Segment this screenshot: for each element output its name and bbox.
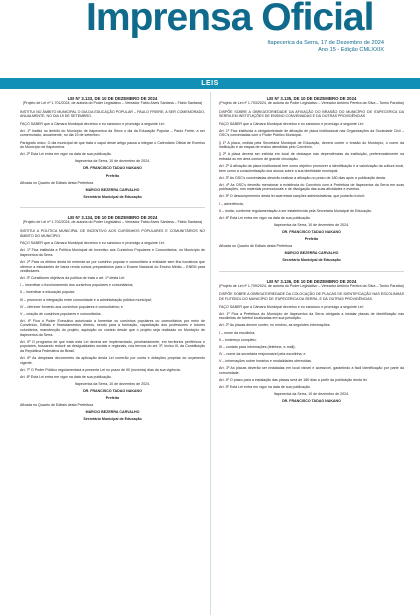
law-title: LEI Nº 3.133, DE 10 DE DEZEMBRO DE 2024 — [67, 96, 158, 101]
law-paragraph: Art. 4º As OSC's deverão mencionar a existência do Convênio com a Prefeitura de Itapecerica da Serra em suas publicações, nos materiais promocionais e de divulgação das suas atividades e eventos. — [219, 182, 404, 192]
law-summary: DISPÕE SOBRE A OBRIGATORIEDADE DA AFIXAÇÃO DO BRASÃO DO MUNICÍPIO DE ITAPECERICA DA SERRA EM INSTITUIÇÕES DE ENSINO CONVENIADAS E DÁ OUTRAS PROVIDÊNCIAS — [219, 109, 404, 119]
law-paragraph: V – criação de cursinhos populares e comunitários. — [20, 311, 102, 316]
secretary-role: Secretário Municipal de Educação — [83, 194, 142, 199]
law-paragraph: FAÇO SABER que a Câmara Municipal decretou e eu sanciono e promulgo a seguinte Lei: — [20, 121, 165, 126]
mayor-name: DR. FRANCISCO TADAO NAKANO — [282, 398, 341, 403]
publication-info — [267, 40, 384, 54]
publication-title: Imprensa Oficial — [86, 0, 374, 39]
law-act — [20, 96, 205, 199]
secretary-role: Secretário Municipal de Educação — [83, 417, 142, 422]
affixed-note: Afixada no Quadro de Editais desta Prefeitura — [20, 403, 94, 408]
law-summary: INSTITUI A POLÍTICA MUNICIPAL DE INCENTIVO AOS CURSINHOS POPULARES E COMUNITÁRIOS NO ÂMBITO DO MUNICÍPIO. — [20, 229, 205, 238]
law-paragraph: Art. 1º Fica instituída a Política Municipal de Incentivo aos Cursinhos Populares e Comunitários, no Município de Itapecerica da Serra. — [20, 248, 205, 257]
law-paragraph: IV – nome da secretaria responsável pela escolinha; e — [219, 351, 306, 356]
law-paragraph: II – multa, conforme regulamentação a ser estabelecida pela Secretaria Municipal de Educação. — [219, 208, 373, 213]
signing-date: Itapecerica da Serra, 10 de dezembro de 2024. — [74, 381, 151, 386]
edition-number: Ano 15 - Edição CMLXXIX — [318, 46, 384, 53]
mayor-name: DR. FRANCISCO TADAO NAKANO — [83, 166, 142, 171]
law-paragraph: Art. 3º As placas deverão ser instaladas em local visível e acessível, garantindo a fácil identificação por parte da comunidade. — [219, 365, 404, 375]
law-paragraph: FAÇO SABER que a Câmara Municipal decretou e eu sanciono e promulgo a seguinte Lei: — [219, 304, 364, 309]
mayor-role: Prefeito — [105, 173, 120, 178]
act-separator — [219, 271, 404, 272]
law-paragraph: V – informações sobre horários e modalidades oferecidas. — [219, 358, 312, 363]
law-paragraph: FAÇO SABER que a Câmara Municipal decretou e eu sanciono e promulgo a seguinte Lei: — [20, 241, 165, 246]
law-paragraph: II – incentivar a educação popular; — [20, 290, 75, 295]
law-paragraph: III – contato para informações (telefone, e-mail); — [219, 344, 296, 349]
law-paragraph: Art. 4º O prazo para a instalação das placas será de 180 dias a partir da publicação desta lei. — [219, 377, 368, 382]
law-paragraph: § 2º A placa deverá ser exibida em local de destaque nas dependências da instituição, preferencialmente na entrada ou em área comum de grande circulação. — [219, 152, 404, 161]
secretary-name: MÁRCIO BEZERRA CARVALHO — [284, 251, 339, 256]
law-paragraph: FAÇO SABER que a Câmara Municipal decretou e eu sanciono e promulgo a seguinte Lei: — [219, 121, 364, 126]
law-paragraph: IV – oferecer fomento aos cursinhos populares e comunitários; e — [20, 304, 123, 309]
law-paragraph: Art. 8º Esta Lei entra em vigor na data de sua publicação. — [20, 374, 112, 379]
mayor-name: DR. FRANCISCO TADAO NAKANO — [282, 229, 341, 234]
law-paragraph: III – promover a integração entre comunidade e a administração pública municipal; — [20, 297, 152, 302]
act-separator — [20, 207, 205, 208]
bill-reference: (Projeto de Lei nº 1.703/2024, de autoria do Poder Legislativo – Vereador Antônio Pereira da Silva – Tonho Paraíba) — [219, 101, 404, 105]
law-paragraph: I – advertência; — [219, 201, 244, 206]
law-paragraph: I – nome da escolinha; — [219, 330, 256, 335]
law-paragraph: Art. 1º Fica instituída a obrigatoriedade de afixação de placa institucional nas Organizações da Sociedade Civil – OSC's conveniadas com o Poder Público Municipal. — [219, 128, 404, 138]
law-act — [219, 96, 404, 263]
law-paragraph: Art. 2º Para os efeitos desta lei entende-se por cursinho popular e comunitário a entidade sem fins lucrativos que oferece a estudantes de baixa renda cursos preparatórios para o Exame Nacional do Ensino Médio – ENEM para vestibulares. — [20, 259, 205, 274]
bill-reference: (Projeto de Lei nº 1.709/2024, de autoria do Poder Legislativo – Vereador Antônio Pereira da Silva – Tonho Paraíba) — [219, 283, 404, 288]
column-divider — [210, 92, 211, 615]
law-title: LEI Nº 3.135, DE 10 DE DEZEMBRO DE 2024 — [266, 96, 357, 101]
bill-reference: (Projeto de Lei nº 1.702/2024, de autoria do Poder Legislativo – Vereador Fábio Alves Santana – Fábio Santana) — [22, 220, 203, 225]
affixed-note: Afixada no Quadro de Editais desta Prefeitura — [20, 180, 94, 185]
section-header — [0, 78, 420, 89]
law-paragraph: Art. 2º Esta Lei entra em vigor na data de sua publicação. — [20, 152, 112, 157]
law-paragraph: Art. 1º Fica a Prefeitura do Município de Itapecerica da Serra obrigada a instalar placas de identificação nas escolinhas de futebol localizadas em sua jurisdição. — [219, 311, 404, 321]
law-paragraph: § 1º A placa, cedida pela Secretaria Municipal de Educação, deverá conter o brasão do Município, o nome da instituição e as etapas de ensino atendidas pelo Convênio. — [219, 140, 404, 150]
signing-date: Itapecerica da Serra, 10 de dezembro de 2024. — [74, 159, 151, 164]
right-column — [219, 96, 404, 412]
law-act — [20, 215, 205, 422]
law-act — [219, 279, 404, 404]
left-column — [20, 96, 205, 430]
signing-date: Itapecerica da Serra, 10 de dezembro de 2024. — [273, 391, 350, 396]
law-paragraph: Parágrafo único. O dia municipal de que trata o caput deste artigo passa a integrar o Calendário Oficial de Eventos do Município de Itapecerica. — [20, 140, 205, 150]
mayor-name: DR. FRANCISCO TADAO NAKANO — [83, 388, 142, 393]
law-paragraph: Art. 1º Institui no âmbito do Município de Itapecerica da Serra o dia da Educação Popular – Paulo Freire, a ser comemorado, anualmente, no dia 19 de setembro. — [20, 128, 205, 138]
section-label: LEIS — [201, 80, 219, 87]
law-paragraph: Art. 6º As despesas decorrentes da aplicação desta Lei correrão por conta e dotações próprias do orçamento vigente. — [20, 355, 205, 365]
law-paragraph: Art. 5º O descumprimento desta lei acarretará sanções administrativas, que poderão incluir: — [219, 194, 365, 199]
mayor-role: Prefeito — [304, 236, 319, 241]
secretary-role: Secretário Municipal de Educação — [282, 258, 341, 263]
law-paragraph: Art. 5º O programa de que trata esta Lei deverá ser implementado, prioritariamente, em territórios periféricos e populares, buscando reduzir as desigualdades sociais e regionais, nos termos do art. 3º, inciso III, da Constituição da República Federativa do Brasil. — [20, 339, 205, 353]
secretary-name: MÁRCIO BEZERRA CARVALHO — [85, 410, 140, 415]
law-paragraph: Art. 4º Fica o Poder Executivo autorizado a fomentar os cursinhos populares ou comunitários por meio de Convênios, Editais e financiamentos diretos, sendo para a formação, capacitação dos professores e tutores voluntários, manutenção do projeto, aquisição ou custeio desde que o projeto seja realizado no Município de Itapecerica da Serra. — [20, 318, 205, 337]
law-paragraph: Art. 7º O Poder Público regulamentará a presente Lei no prazo de 90 (noventa) dias da sua vigência. — [20, 367, 181, 372]
law-title: LEI Nº 3.134, DE 10 DE DEZEMBRO DE 2024 — [67, 215, 158, 221]
signing-date: Itapecerica da Serra, 10 de dezembro de 2024. — [273, 222, 350, 227]
law-paragraph: Art. 6º Esta Lei entra em vigor na data de sua publicação. — [219, 215, 311, 220]
location-date: Itapecerica da Serra, 17 de Dezembro de 2024 — [267, 40, 384, 46]
masthead — [0, 0, 420, 76]
mayor-role: Prefeito — [105, 396, 120, 401]
law-paragraph: II – endereço completo; — [219, 337, 257, 342]
law-paragraph: I – incentivar o funcionamento dos cursinhos populares e comunitários; — [20, 283, 134, 288]
law-paragraph: Art. 3º Constituem objetivos da política de trata o art. 1º desta Lei: — [20, 276, 125, 281]
law-summary: DISPÕE SOBRE A OBRIGATORIEDADE DA COLOCAÇÃO DE PLACAS DE IDENTIFICAÇÃO NAS ESCOLINHAS DE FUTEBOL DO MUNICÍPIO DE ITAPECERICA DA SERRA, E DÁ OUTRAS PROVIDÊNCIAS. — [219, 292, 404, 302]
law-title: LEI Nº 3.136, DE 10 DE DEZEMBRO DE 2024 — [266, 278, 357, 284]
law-summary: INSTITUI NO ÂMBITO MUNICIPAL O DIA DA EDUCAÇÃO POPULAR – PAULO FREIRE, A SER COMEMORADO, ANUALMENTE, NO DIA 19 DE SETEMBRO. — [20, 109, 205, 119]
law-paragraph: Art. 2º As placas devem conter, no mínimo, as seguintes informações: — [219, 323, 331, 328]
law-paragraph: Art. 5º Esta Lei entra em vigor na data de sua publicação. — [219, 384, 311, 389]
law-paragraph: Art. 2º A afixação da placa institucional tem como objetivo promover a identificação e a valorização da cultura local, bem como a conscientização dos alunos sobre a sua identidade municipal. — [219, 163, 404, 173]
bill-reference: (Projeto de Lei nº 1.701/2024, de autoria do Poder Legislativo – Vereador Fábio Alves Santana – Fábio Santana) — [22, 101, 203, 105]
affixed-note: Afixada no Quadro de Editais desta Prefeitura — [219, 244, 293, 249]
secretary-name: MÁRCIO BEZERRA CARVALHO — [85, 187, 140, 192]
law-paragraph: Art. 3º As OSC's conveniadas deverão realizar a afixação no prazo de 180 dias após a publicação desta. — [219, 175, 386, 180]
